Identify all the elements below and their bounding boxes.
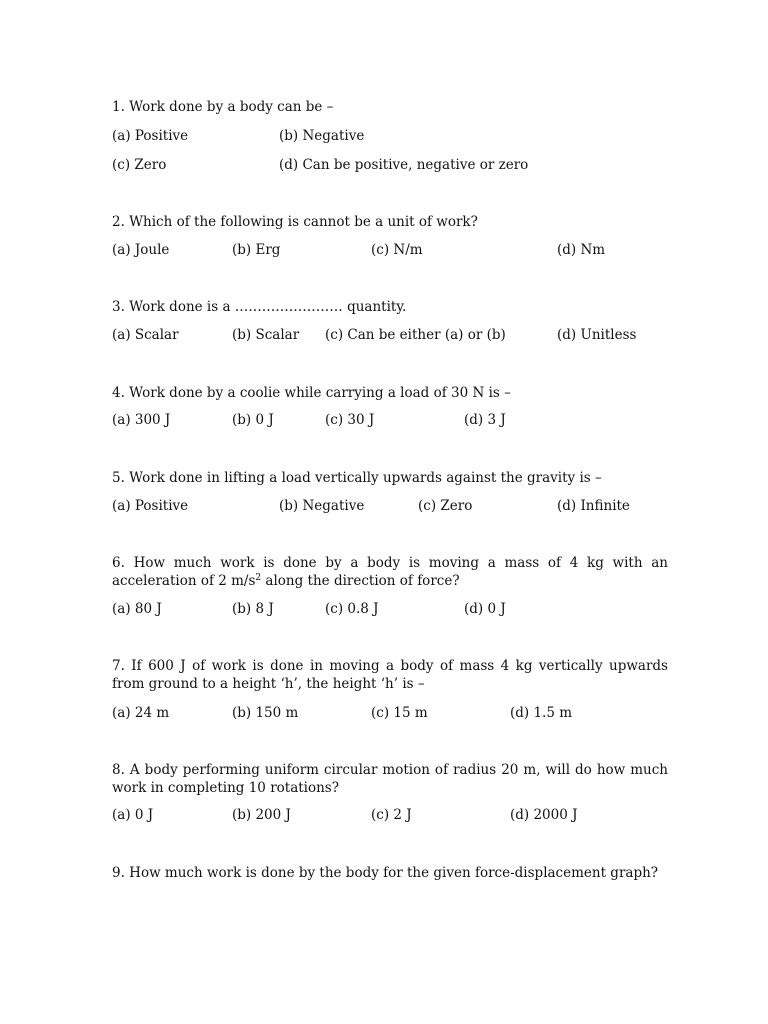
question-4-text: 4. Work done by a coolie while carrying a load of 30 N is –	[112, 385, 511, 401]
question-2-option-c: (c) N/m	[371, 242, 423, 258]
question-1-option-d: (d) Can be positive, negative or zero	[279, 157, 529, 173]
question-6-text-main: 6. How much work is done by a body is moving a mass of 4 kg with an acceleration of 2 m/s	[112, 555, 668, 589]
question-3-option-a: (a) Scalar	[112, 327, 179, 343]
question-3-option-d: (d) Unitless	[557, 327, 637, 343]
question-7-text: 7. If 600 J of work is done in moving a body of mass 4 kg vertically upwards from ground to a height ‘h’, the height ‘h’ is –	[112, 658, 668, 692]
question-8-option-b: (b) 200 J	[232, 807, 291, 823]
question-7-option-b: (b) 150 m	[232, 705, 299, 721]
question-4-option-d: (d) 3 J	[464, 412, 506, 428]
question-5-option-c: (c) Zero	[418, 498, 473, 514]
question-5-option-d: (d) Infinite	[557, 498, 630, 514]
question-1-option-a: (a) Positive	[112, 128, 189, 144]
question-5-option-b: (b) Negative	[279, 498, 365, 514]
question-7-option-c: (c) 15 m	[371, 705, 428, 721]
question-4-option-c: (c) 30 J	[325, 412, 375, 428]
question-6-text	[112, 554, 668, 590]
question-7-option-a: (a) 24 m	[112, 705, 170, 721]
question-7-option-d: (d) 1.5 m	[510, 705, 573, 721]
question-5-text: 5. Work done in lifting a load vertically upwards against the gravity is –	[112, 470, 602, 486]
question-2-text: 2. Which of the following is cannot be a unit of work?	[112, 214, 478, 230]
question-6-option-c: (c) 0.8 J	[325, 601, 379, 617]
question-8-option-c: (c) 2 J	[371, 807, 412, 823]
question-4-option-a: (a) 300 J	[112, 412, 171, 428]
question-6-text-end: along the direction of force?	[261, 573, 460, 589]
question-3-option-c: (c) Can be either (a) or (b)	[325, 327, 506, 343]
question-9-text: 9. How much work is done by the body for the given force-displacement graph?	[112, 865, 659, 881]
question-8-text: 8. A body performing uniform circular motion of radius 20 m, will do how much work in completing 10 rotations?	[112, 762, 668, 796]
question-4-option-b: (b) 0 J	[232, 412, 274, 428]
question-1-text: 1. Work done by a body can be –	[112, 99, 334, 115]
question-6-option-a: (a) 80 J	[112, 601, 162, 617]
question-1-option-c: (c) Zero	[112, 157, 167, 173]
question-5-option-a: (a) Positive	[112, 498, 189, 514]
question-2-option-d: (d) Nm	[557, 242, 606, 258]
question-8-option-d: (d) 2000 J	[510, 807, 578, 823]
question-2-option-b: (b) Erg	[232, 242, 281, 258]
question-3-option-b: (b) Scalar	[232, 327, 300, 343]
question-2-option-a: (a) Joule	[112, 242, 170, 258]
question-6-option-d: (d) 0 J	[464, 601, 506, 617]
question-6-superscript: 2	[255, 573, 262, 583]
question-3-text: 3. Work done is a …………………… quantity.	[112, 299, 407, 315]
question-6-option-b: (b) 8 J	[232, 601, 274, 617]
question-8-option-a: (a) 0 J	[112, 807, 154, 823]
question-1-option-b: (b) Negative	[279, 128, 365, 144]
